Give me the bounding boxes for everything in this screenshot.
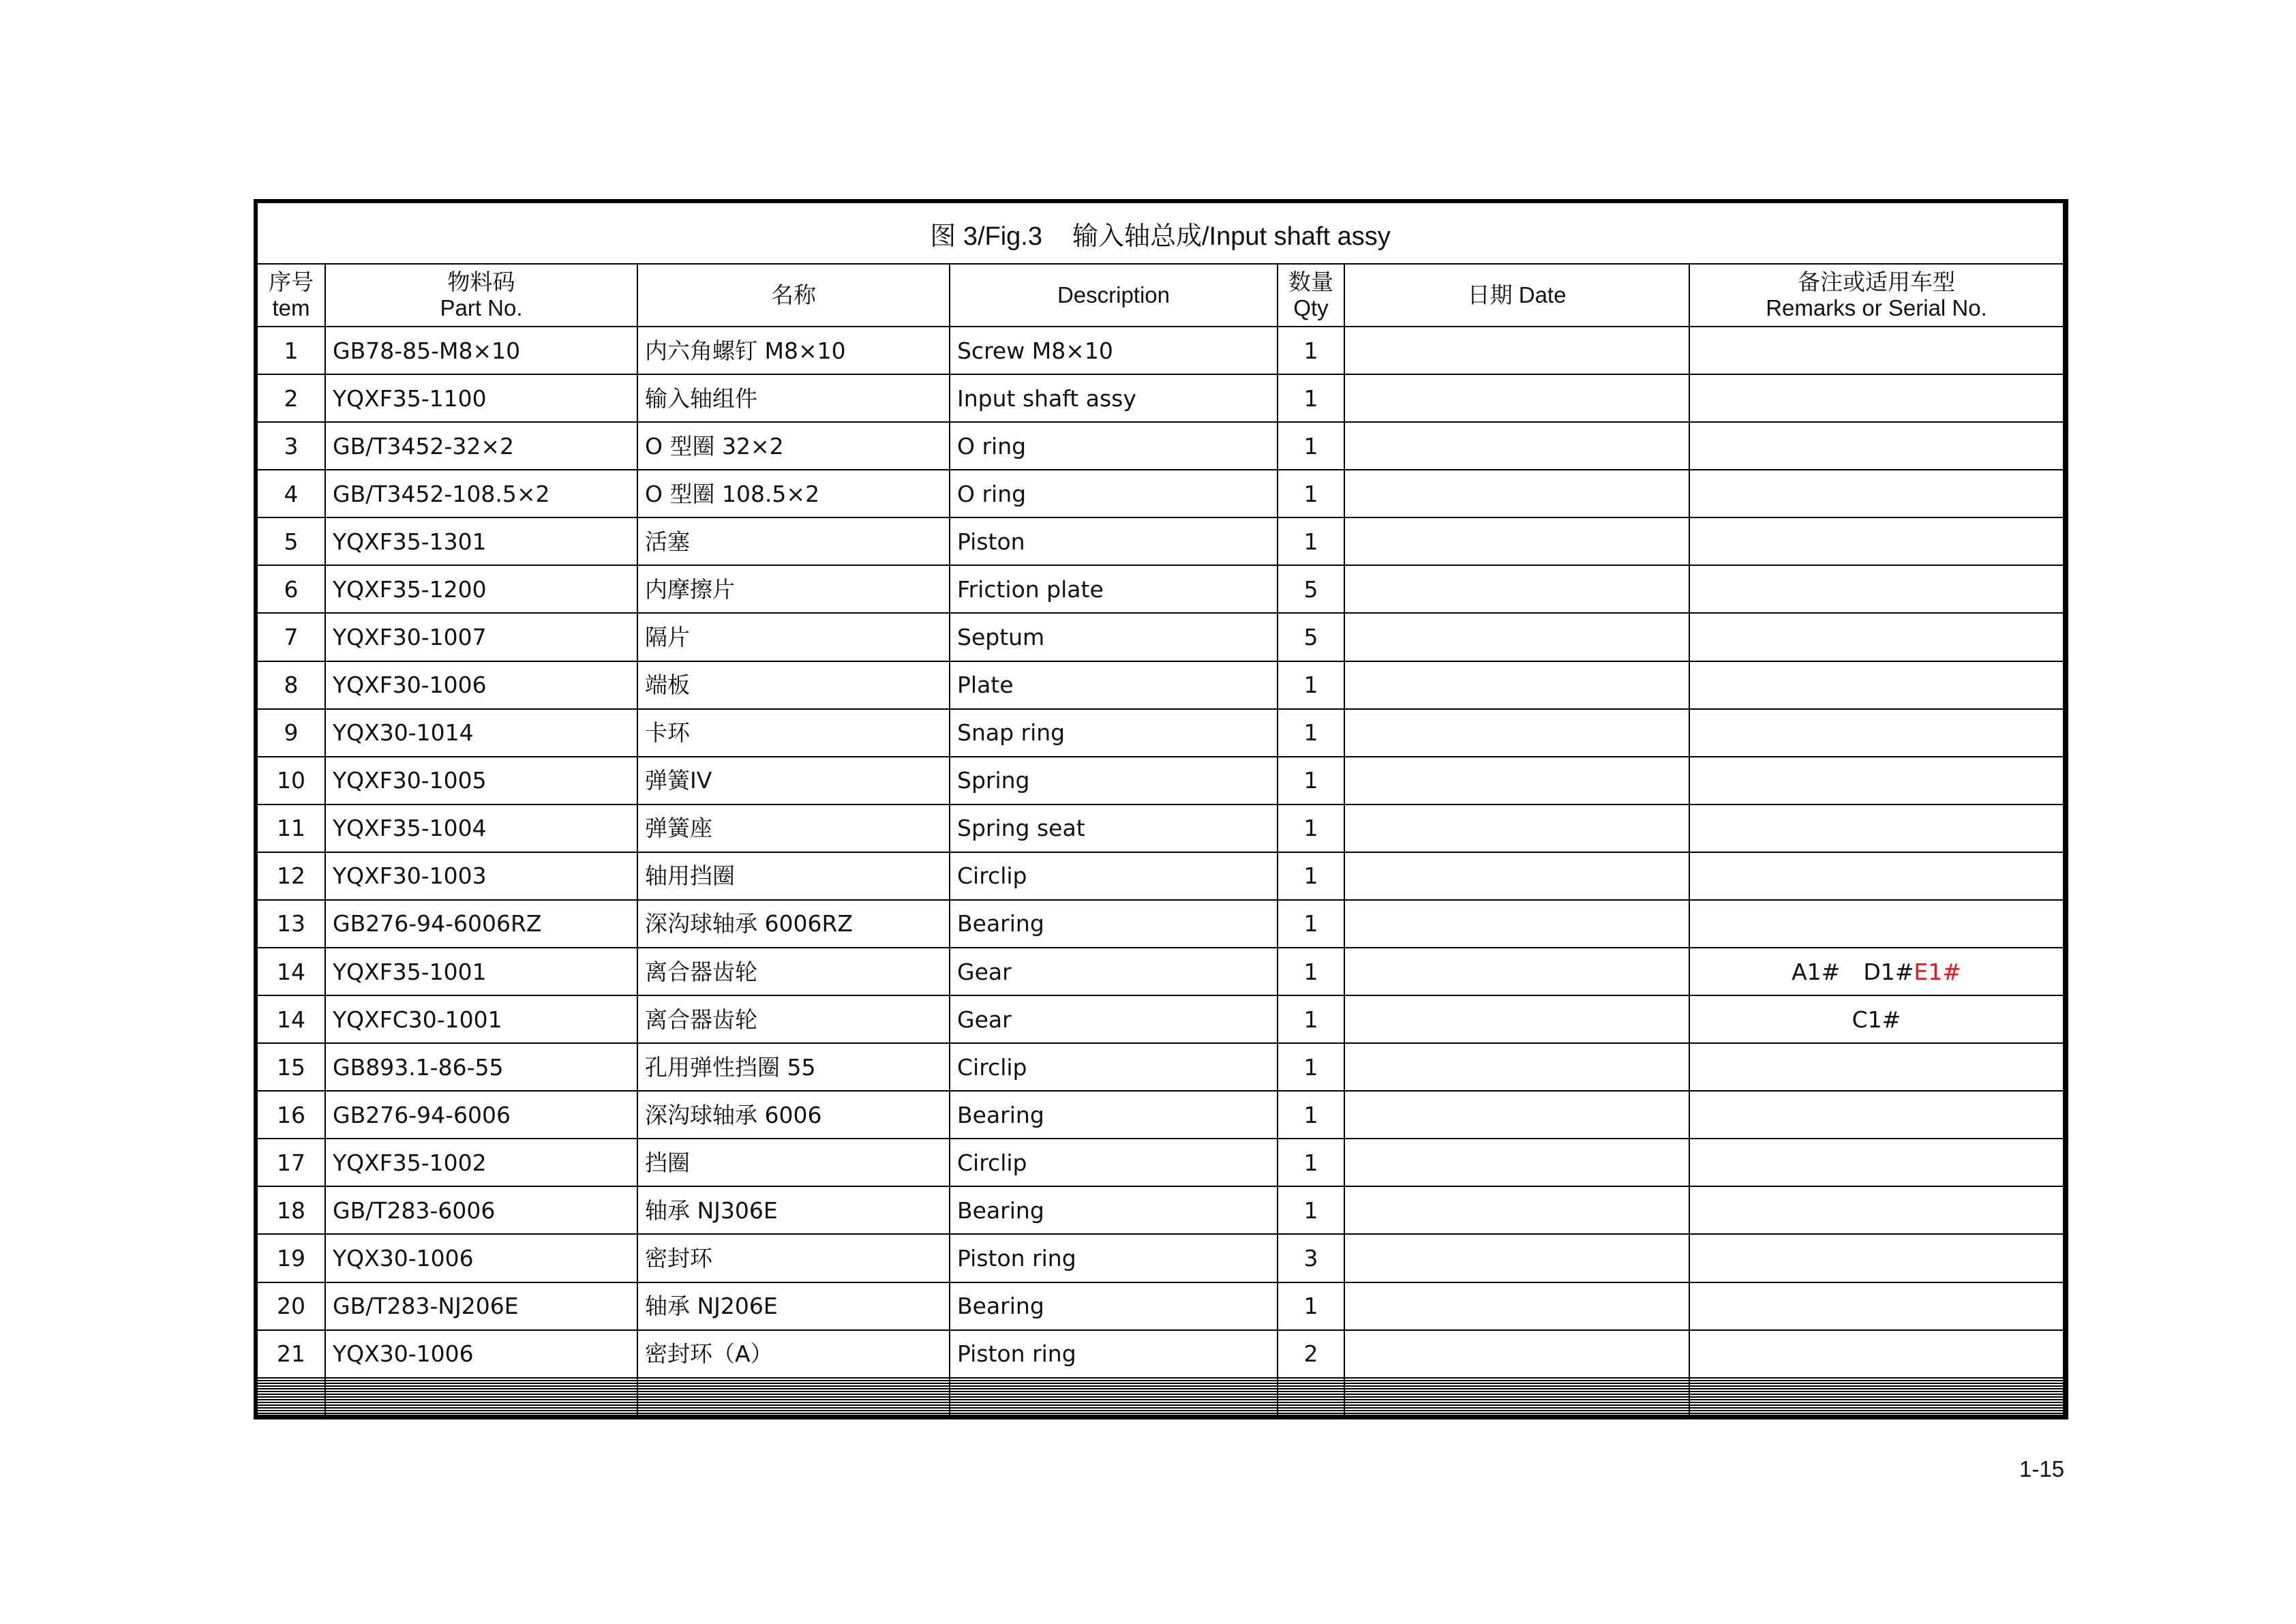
header-name [637,264,950,327]
cell-name: 内摩擦片 [637,565,950,613]
cell-qty: 3 [1278,1234,1344,1282]
cell-qty: 1 [1278,661,1344,709]
title-row [258,203,2063,264]
cell-qty: 1 [1278,948,1344,995]
table-row [258,1043,2063,1091]
cell-date [1344,805,1689,852]
table-row [258,613,2063,661]
cell-name: 弹簧IV [637,757,950,805]
cell-date [1344,757,1689,805]
cell-description: O ring [950,470,1278,517]
cell-remarks [1689,470,2063,517]
table-row [258,517,2063,565]
cell-date [1344,517,1689,565]
cell-remarks [1689,1091,2063,1139]
cell-index: 20 [258,1282,325,1330]
cell-index: 6 [258,565,325,613]
cell-index: 3 [258,422,325,470]
table-row [258,995,2063,1043]
cell-name: 内六角螺钉 M8×10 [637,327,950,374]
cell-part-no: GB78-85-M8×10 [325,327,637,374]
cell-part-no [325,1413,637,1415]
cell-name: 卡环 [637,709,950,757]
cell-index: 7 [258,613,325,661]
header-remarks [1689,264,2063,327]
cell-description: Bearing [950,1186,1278,1234]
cell-remarks [1689,613,2063,661]
cell-description: Gear [950,995,1278,1043]
cell-remarks [1689,1043,2063,1091]
cell-name: 挡圈 [637,1139,950,1186]
cell-remarks [1689,374,2063,422]
cell-qty: 1 [1278,327,1344,374]
table-row [258,1330,2063,1378]
cell-description: Input shaft assy [950,374,1278,422]
cell-description: Piston ring [950,1330,1278,1378]
table-row [258,327,2063,374]
cell-name: 活塞 [637,517,950,565]
cell-part-no: YQXF35-1001 [325,948,637,995]
cell-remarks [1689,1234,2063,1282]
cell-part-no: YQXF30-1003 [325,852,637,900]
cell-index [258,1413,325,1415]
cell-date [1344,565,1689,613]
cell-description: Circlip [950,852,1278,900]
table-row [258,661,2063,709]
cell-remarks [1689,1413,2063,1415]
cell-date [1344,709,1689,757]
cell-qty: 1 [1278,900,1344,948]
cell-remarks [1689,1330,2063,1378]
header-qty-zh: 数量 [1288,269,1333,295]
cell-date [1344,1413,1689,1415]
cell-part-no: YQXF35-1002 [325,1139,637,1186]
cell-description: Screw M8×10 [950,327,1278,374]
cell-description [950,1413,1278,1415]
cell-qty: 1 [1278,709,1344,757]
table-row [258,470,2063,517]
cell-index: 16 [258,1091,325,1139]
table-row [258,900,2063,948]
cell-part-no: YQXF35-1200 [325,565,637,613]
cell-index: 11 [258,805,325,852]
header-part-no-en: Part No. [440,295,523,320]
cell-description: Piston ring [950,1234,1278,1282]
table-row [258,1234,2063,1282]
cell-description: Snap ring [950,709,1278,757]
parts-sheet [254,199,2068,1419]
cell-qty: 1 [1278,1139,1344,1186]
cell-date [1344,1186,1689,1234]
cell-index: 19 [258,1234,325,1282]
cell-index: 5 [258,517,325,565]
cell-index: 9 [258,709,325,757]
cell-remarks [1689,757,2063,805]
table-row [258,805,2063,852]
cell-part-no: YQXF30-1006 [325,661,637,709]
cell-part-no: YQX30-1006 [325,1234,637,1282]
header-remarks-zh: 备注或适用车型 [1798,269,1955,295]
cell-qty: 1 [1278,1091,1344,1139]
cell-index: 18 [258,1186,325,1234]
cell-date [1344,852,1689,900]
cell-qty: 5 [1278,565,1344,613]
cell-index: 13 [258,900,325,948]
cell-part-no: GB/T3452-32×2 [325,422,637,470]
remark-serial: D1# [1863,958,1914,985]
header-qty-en: Qty [1293,295,1329,320]
cell-index: 21 [258,1330,325,1378]
cell-date [1344,995,1689,1043]
cell-part-no: YQX30-1014 [325,709,637,757]
table-row [258,948,2063,995]
cell-name: 深沟球轴承 6006 [637,1091,950,1139]
cell-date [1344,613,1689,661]
header-remarks-en: Remarks or Serial No. [1766,295,1987,320]
remark-serial: A1# [1792,958,1841,985]
cell-name: 轴用挡圈 [637,852,950,900]
cell-remarks [1689,709,2063,757]
cell-description: Plate [950,661,1278,709]
cell-description: Circlip [950,1139,1278,1186]
cell-qty: 1 [1278,805,1344,852]
cell-remarks [1689,900,2063,948]
page-number: 1-15 [2019,1456,2065,1482]
cell-remarks [1689,852,2063,900]
cell-remarks [1689,805,2063,852]
cell-name: 输入轴组件 [637,374,950,422]
cell-name: O 型圈 32×2 [637,422,950,470]
header-row [258,264,2063,327]
cell-remarks [1689,422,2063,470]
header-date [1344,264,1689,327]
cell-part-no: YQXF30-1005 [325,757,637,805]
cell-description: Friction plate [950,565,1278,613]
cell-index: 14 [258,948,325,995]
cell-qty: 1 [1278,517,1344,565]
cell-qty: 1 [1278,422,1344,470]
cell-date [1344,1234,1689,1282]
cell-remarks [1689,1186,2063,1234]
cell-part-no: YQX30-1006 [325,1330,637,1378]
cell-date [1344,1091,1689,1139]
cell-index: 8 [258,661,325,709]
cell-qty: 1 [1278,470,1344,517]
header-description [950,264,1278,327]
cell-description: Spring [950,757,1278,805]
cell-date [1344,327,1689,374]
header-part-no [325,264,637,327]
cell-qty [1278,1413,1344,1415]
cell-part-no: GB/T283-NJ206E [325,1282,637,1330]
cell-qty: 1 [1278,757,1344,805]
cell-index: 17 [258,1139,325,1186]
table-row [258,709,2063,757]
cell-name [637,1413,950,1415]
cell-part-no: YQXF30-1007 [325,613,637,661]
cell-name: 离合器齿轮 [637,948,950,995]
cell-qty: 1 [1278,1282,1344,1330]
cell-date [1344,948,1689,995]
table-row [258,1091,2063,1139]
cell-description: Bearing [950,900,1278,948]
cell-description: Spring seat [950,805,1278,852]
cell-part-no: GB/T283-6006 [325,1186,637,1234]
cell-remarks [1689,1282,2063,1330]
cell-qty: 1 [1278,374,1344,422]
cell-part-no: YQXF35-1004 [325,805,637,852]
table-row [258,374,2063,422]
cell-description: Bearing [950,1282,1278,1330]
cell-qty: 1 [1278,1043,1344,1091]
cell-description: Gear [950,948,1278,995]
cell-part-no: YQXF35-1301 [325,517,637,565]
cell-remarks: C1# [1689,995,2063,1043]
cell-name: 深沟球轴承 6006RZ [637,900,950,948]
header-description-en: Description [1057,282,1170,308]
cell-date [1344,661,1689,709]
cell-remarks [1689,565,2063,613]
cell-name: 隔片 [637,613,950,661]
cell-index: 10 [258,757,325,805]
cell-description: Circlip [950,1043,1278,1091]
parts-table [258,203,2063,1415]
header-index-zh: 序号 [269,269,314,295]
cell-name: 离合器齿轮 [637,995,950,1043]
header-date-label: 日期 Date [1467,282,1567,308]
cell-index: 4 [258,470,325,517]
title-figure: 图 3/Fig.3 [930,222,1042,251]
cell-index: 2 [258,374,325,422]
cell-description: Septum [950,613,1278,661]
header-index [258,264,325,327]
cell-date [1344,374,1689,422]
cell-remarks [1689,661,2063,709]
cell-index: 12 [258,852,325,900]
cell-date [1344,1043,1689,1091]
cell-remarks [1689,1139,2063,1186]
cell-index: 14 [258,995,325,1043]
header-index-en: tem [272,295,310,320]
cell-part-no: YQXFC30-1001 [325,995,637,1043]
cell-name: 轴承 NJ206E [637,1282,950,1330]
table-row [258,852,2063,900]
cell-qty: 2 [1278,1330,1344,1378]
table-body [258,327,2063,1415]
cell-part-no: YQXF35-1100 [325,374,637,422]
cell-date [1344,470,1689,517]
cell-name: 孔用弹性挡圈 55 [637,1043,950,1091]
cell-qty: 5 [1278,613,1344,661]
cell-part-no: GB/T3452-108.5×2 [325,470,637,517]
cell-index: 1 [258,327,325,374]
cell-date [1344,900,1689,948]
table-row [258,1186,2063,1234]
remark-serial-highlight: E1# [1914,958,1961,985]
header-name-zh: 名称 [771,282,816,308]
cell-remarks [1689,327,2063,374]
cell-description: Piston [950,517,1278,565]
cell-part-no: GB276-94-6006 [325,1091,637,1139]
cell-name: O 型圈 108.5×2 [637,470,950,517]
cell-name: 弹簧座 [637,805,950,852]
table-row [258,565,2063,613]
table-row [258,1413,2063,1415]
table-row [258,1139,2063,1186]
cell-name: 密封环（A） [637,1330,950,1378]
cell-qty: 1 [1278,1186,1344,1234]
cell-date [1344,1282,1689,1330]
title-assembly: 输入轴总成/Input shaft assy [1072,222,1391,251]
cell-remarks [1689,948,2063,995]
cell-remarks [1689,517,2063,565]
cell-part-no: GB276-94-6006RZ [325,900,637,948]
cell-description: O ring [950,422,1278,470]
cell-date [1344,1330,1689,1378]
cell-name: 端板 [637,661,950,709]
cell-qty: 1 [1278,995,1344,1043]
cell-qty: 1 [1278,852,1344,900]
table-title [258,203,2063,264]
cell-date [1344,422,1689,470]
table-row [258,1282,2063,1330]
cell-index: 15 [258,1043,325,1091]
cell-part-no: GB893.1-86-55 [325,1043,637,1091]
table-row [258,422,2063,470]
cell-name: 密封环 [637,1234,950,1282]
header-part-no-zh: 物料码 [447,269,515,295]
cell-date [1344,1139,1689,1186]
cell-name: 轴承 NJ306E [637,1186,950,1234]
cell-description: Bearing [950,1091,1278,1139]
header-qty [1278,264,1344,327]
table-row [258,757,2063,805]
